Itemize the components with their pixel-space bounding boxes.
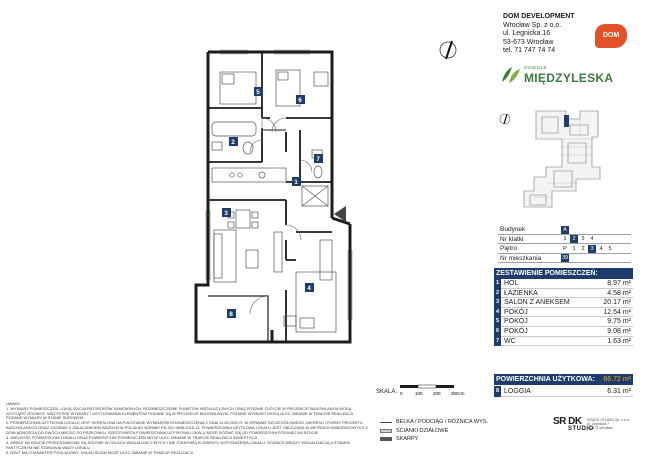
studio-address-line: 53-673 Wrocław: [587, 426, 613, 431]
room-no: 1: [494, 279, 501, 289]
room-row: [494, 317, 633, 327]
room-number: 6: [298, 97, 302, 104]
room-name: SALON Z ANEKSEM: [504, 299, 570, 307]
room-number: 2: [231, 139, 235, 146]
apartment-highlight: [564, 115, 569, 127]
room-number: 1: [294, 179, 298, 186]
room-no: 2: [494, 289, 501, 299]
studio-name: STUDIO: [568, 426, 594, 432]
beam-swatch: [380, 422, 392, 423]
legend-label: ŚCIANKI DZIAŁOWE: [396, 427, 449, 434]
room-row: [494, 298, 633, 308]
room-name: ŁAZIENKA: [504, 289, 538, 297]
room-area: 1.63 m²: [607, 337, 631, 345]
scale-tick: 100: [415, 391, 423, 396]
info-row-apartment: [498, 254, 631, 264]
notes: [6, 402, 371, 456]
floor-cell: P: [563, 245, 567, 252]
studio-address: [587, 418, 637, 431]
room-row: [494, 289, 633, 299]
room-no: 3: [494, 298, 501, 308]
studio-address-line: SR&DK STUDIO Sp. z o.o.: [587, 418, 631, 422]
room-area: 20.17 m²: [603, 299, 631, 307]
legend-item: [380, 418, 488, 427]
room-number: 5: [256, 89, 260, 96]
info-label: Piętro: [500, 245, 517, 252]
room-name: WC: [504, 337, 516, 345]
note-item: 3. WIELKOŚĆ POWIERZCHNI LOKALU ORAZ POWIERZCHNI POMIESZCZEŃ MOŻE ULEC ZMIANIE W TRAKCIE REALIZACJI INWESTYCJI: [6, 434, 257, 440]
room-number: 7: [316, 156, 320, 163]
scale-tick: 200: [433, 391, 441, 396]
info-row-floor: [498, 244, 631, 254]
apartment-number-cell: 39: [561, 255, 569, 261]
developer-line: ul. Legnicka 16: [503, 30, 551, 38]
room-no: 4: [494, 308, 501, 318]
floor-cell: 5: [608, 245, 612, 252]
room-row: [494, 337, 633, 347]
room-area: 9.08 m²: [607, 327, 631, 335]
room-number: 4: [307, 285, 311, 292]
loggia-area: 6.31 m²: [607, 388, 631, 395]
loggia-row: [494, 386, 633, 397]
room-no: 5: [494, 317, 501, 327]
room-row: [494, 308, 633, 318]
loggia-no: 8: [494, 386, 501, 397]
leaf-icon: [500, 66, 522, 84]
room-area: 8.97 m²: [607, 280, 631, 287]
room-no: 6: [494, 327, 501, 337]
room-number: 8: [229, 311, 233, 318]
legend-label: BELKA / PODCIĄG / RÓŻNICA WYS.: [396, 419, 488, 425]
scale-label: SKALA:: [376, 389, 398, 395]
developer-line: tel. 71 747 74 74: [503, 47, 556, 55]
developer-line: 53-673 Wrocław: [503, 38, 554, 46]
room-no: 7: [494, 337, 501, 347]
staircase-cell: 2: [570, 235, 578, 243]
staircase-cell: 1: [563, 236, 567, 242]
room-name: POKÓJ: [504, 327, 528, 335]
info-label: Nr klatki: [500, 235, 524, 243]
note-item: 1. WYMIARY POMIESZCZEŃ, LOKALIZACJA PRZYBORÓW SANITARNYCH, ROZMIESZCZENIE PUNKTÓW INSTALACYJNYCH ORAZ PODANE ZUŻYCIE W PROJEKCIE BUDOWLANYM MOGĄ WYSTĄPIĆ RÓŻNICE. WSZYSTKIE WYMIARY I USYTUOWANIA ELEMENTÓW PODANE SĄ W PROJEKCIE BUDOWLANYM. PODANE WYMIARY MOGĄ ULEC ZMIANIE W TRAKCIE REALIZACJI. PODANE WYMIARY W STANIE SUROWYM: [6, 406, 355, 421]
apartment-info-table: [498, 225, 631, 263]
room-area: 12.54 m²: [603, 308, 631, 316]
staircase-cell: 4: [590, 236, 594, 242]
room-number: 3: [224, 210, 228, 217]
notes-title: UWAGI:: [6, 401, 21, 406]
room-name: HOL: [504, 280, 519, 287]
building-cell: A: [561, 226, 569, 234]
usable-area-label: POWIERZCHNIA UŻYTKOWA:: [496, 376, 595, 383]
scale-tick: 300cm: [451, 391, 465, 396]
project-name: MIĘDZYLESKA: [524, 71, 614, 85]
legend: [380, 418, 488, 444]
project-prefix: OSIEDLE: [524, 65, 548, 70]
slope-swatch: [380, 437, 392, 441]
note-item: 4. MEBLE NA RZUCIE PRZEDSTAWIONE SĄ JEDYNIE W CELACH WIZUALIZACYJNYCH I NIE STANOWIĄ ELEMENTU WYPOSAŻENIA LOKALU. RÓŻNICE MIĘDZY WIZUALIZACJĄ A STANEM FAKTYCZNYM NIE STANOWIĄ WADY LOKALU: [6, 439, 350, 450]
legend-item: [380, 435, 488, 444]
floor-plan: [0, 0, 370, 370]
info-row-building: [498, 225, 631, 235]
floor-cell: 3: [588, 245, 596, 253]
developer-name: DOM DEVELOPMENT: [503, 13, 575, 20]
floor-cell: 4: [599, 245, 603, 252]
usable-area-row: [494, 374, 633, 385]
info-label: Budynek: [500, 226, 526, 233]
info-row-staircase: [498, 235, 631, 245]
building-key-map: [496, 107, 634, 219]
legend-label: SKARPY: [396, 436, 419, 442]
compass-icon: [438, 40, 464, 62]
scale-tick: 0: [400, 391, 403, 396]
info-label: Nr mieszkania: [500, 254, 542, 262]
room-area: 4.58 m²: [607, 289, 631, 297]
room-row: [494, 279, 633, 289]
room-name: POKÓJ: [504, 318, 528, 326]
floor-cell: 2: [581, 245, 585, 252]
studio-address-line: ul. Legnicka 7: [587, 422, 610, 427]
note-item: 5. RZUT MA CHARAKTER POGLĄDOWY. UKŁAD ŚCIAN MOŻE ULEC ZMIANIE W TRAKCIE REALIZACJI: [6, 449, 193, 455]
rooms-table: [494, 268, 633, 346]
dom-logo: DOM: [595, 24, 627, 48]
room-row: [494, 327, 633, 337]
developer-info: [503, 13, 595, 56]
floor-cell: 1: [572, 245, 576, 252]
usable-area-value: 66.72 m²: [603, 376, 631, 383]
room-name: POKÓJ: [504, 308, 528, 316]
room-area: 9.75 m²: [607, 318, 631, 326]
studio-mark: SR DK: [553, 416, 582, 427]
partition-swatch: [380, 429, 392, 433]
loggia-name: LOGGIA: [504, 388, 531, 395]
developer-line: Wrocław Sp. z o.o.: [503, 21, 562, 29]
legend-item: [380, 427, 488, 436]
note-item: 2. POWIERZCHNIA UŻYTKOWA LOKALU JEST OKREŚLONA NA PODSTAWIE WYMIARÓW ROZMIESZCZENIA Z DNIA 11.08.2020 R. W SPRAWIE SZCZEGÓŁOWEGO ZAKRESU I FORMY PROJEKTU BUDOWLANEGO ORAZ ZGODNIE Z ZAŁĄCZNIKIEM WAŻNYM W POLSKIEJ NORMIE PN-ISO 9836:2015-12. POWIERZCHNIA UŻYTKOWA LOKALU JEST OBLICZANA W METRACH KWADRATOWYCH Z DOKŁADNOŚCIĄ DO DWÓCH MIEJSC PO PRZECINKU. RZECZYWISTA POWIERZCHNIA UŻYTKOWA LOKALU MOŻE RÓŻNIĆ SIĘ OD POWIERZCHNI PODANEJ NA RZUCIE: [6, 420, 368, 435]
staircase-cell: 3: [581, 236, 585, 242]
scale-bar: [398, 384, 478, 398]
rooms-table-title: ZESTAWIENIE POMIESZCZEŃ:: [494, 268, 633, 279]
